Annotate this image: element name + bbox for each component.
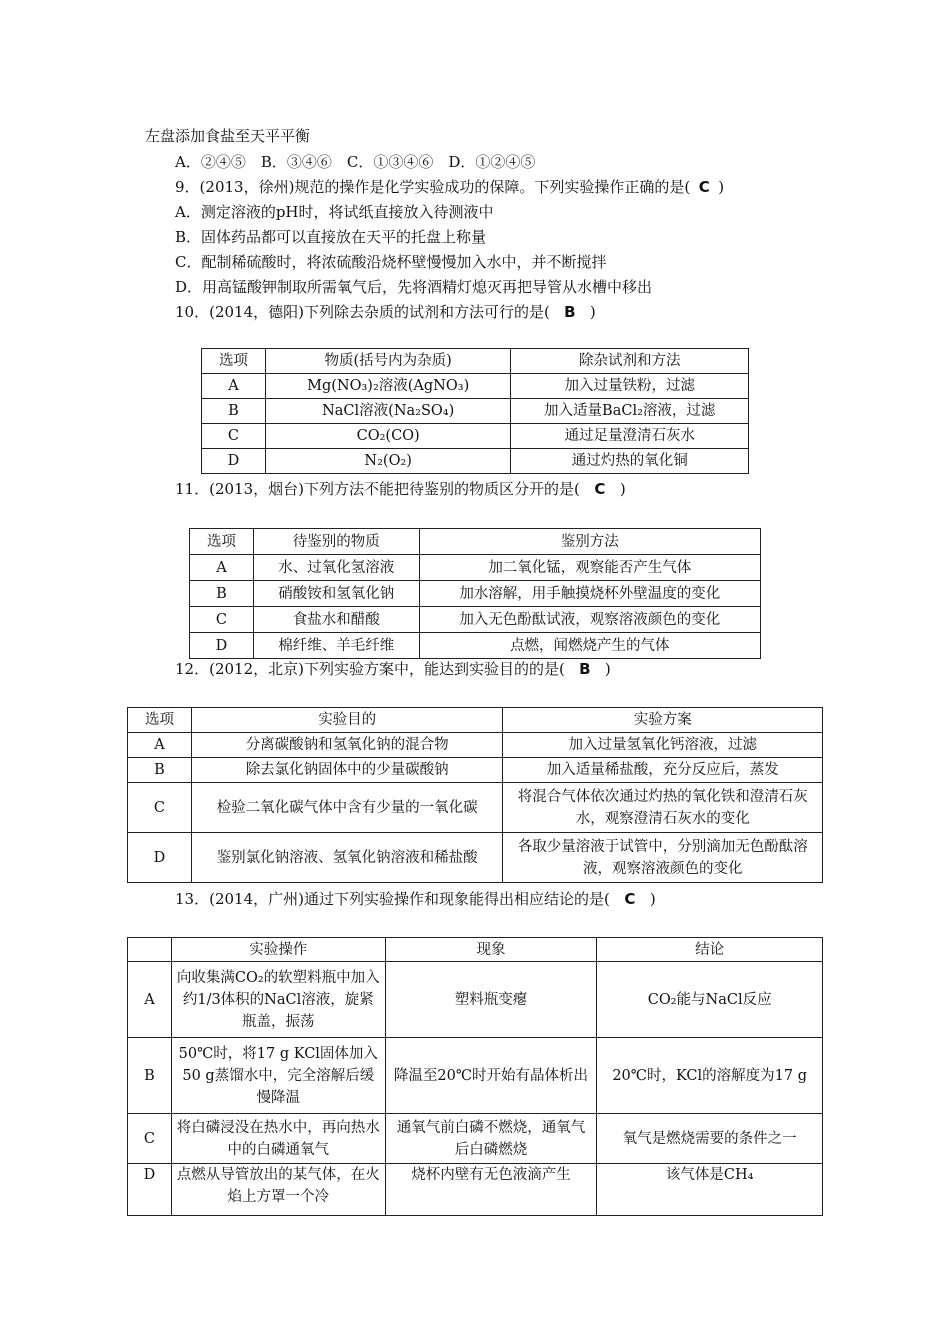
table-row (202, 399, 749, 424)
q12-header-plan: 实验方案 (503, 708, 823, 733)
q13-cell-option: D (128, 1164, 172, 1216)
q10-cell-option: C (202, 424, 266, 449)
q13-header-blank (128, 938, 172, 962)
q13-cell-option: C (128, 1114, 172, 1164)
q10-cell-method: 通过足量澄清石灰水 (511, 424, 749, 449)
q10-header-substance: 物质(括号内为杂质) (265, 349, 511, 374)
q13-cell-conclusion: 该气体是CH₄ (597, 1164, 823, 1216)
q11-cell-substance: 水、过氧化氢溶液 (253, 555, 419, 581)
q10-cell-option: A (202, 374, 266, 399)
q9-option-b: B．固体药品都可以直接放在天平的托盘上称量 (175, 228, 487, 246)
q12-cell-option: D (128, 833, 192, 883)
q11-cell-substance: 食盐水和醋酸 (253, 607, 419, 633)
table-row (190, 633, 761, 659)
intro-line: 左盘添加食盐至天平平衡 (145, 127, 311, 145)
table-row (190, 581, 761, 607)
q10-stem (175, 301, 596, 323)
q12-cell-plan: 加入适量稀盐酸，充分反应后，蒸发 (503, 758, 823, 783)
q10-cell-substance: Mg(NO₃)₂溶液(AgNO₃) (265, 374, 511, 399)
q10-answer: B (564, 303, 576, 321)
q11-cell-option: B (190, 581, 254, 607)
q11-cell-option: C (190, 607, 254, 633)
q13-cell-operation: 点燃从导管放出的某气体，在火焰上方罩一个冷 (171, 1164, 385, 1216)
q9-option-d: D．用高锰酸钾制取所需氧气后，先将酒精灯熄灭再把导管从水槽中移出 (175, 278, 653, 296)
q11-cell-method: 点燃，闻燃烧产生的气体 (419, 633, 760, 659)
table-row (128, 1114, 823, 1164)
q13-cell-phenomenon: 降温至20℃时开始有晶体析出 (385, 1038, 597, 1114)
q13-cell-operation: 向收集满CO₂的软塑料瓶中加入约1/3体积的NaCl溶液，旋紧瓶盖，振荡 (171, 962, 385, 1038)
q11-cell-option: D (190, 633, 254, 659)
q10-table (201, 348, 749, 474)
q10-header-method: 除杂试剂和方法 (511, 349, 749, 374)
q13-header-phenomenon: 现象 (385, 938, 597, 962)
q10-cell-substance: NaCl溶液(Na₂SO₄) (265, 399, 511, 424)
table-row (202, 449, 749, 474)
q11-header-method: 鉴别方法 (419, 529, 760, 555)
q13-stem-text: 13．(2014，广州)通过下列实验操作和现象能得出相应结论的是( (175, 890, 610, 908)
q9-stem (175, 176, 724, 198)
q11-cell-option: A (190, 555, 254, 581)
q13-cell-phenomenon: 烧杯内壁有无色液滴产生 (385, 1164, 597, 1216)
q13-cell-conclusion: 20℃时，KCl的溶解度为17 g (597, 1038, 823, 1114)
q13-stem (175, 888, 656, 910)
q11-stem (175, 478, 626, 500)
q12-header-option: 选项 (128, 708, 192, 733)
q12-stem (175, 658, 611, 680)
q12-answer: B (579, 660, 591, 678)
q13-stem-close: ) (649, 890, 656, 908)
q10-stem-text: 10．(2014，德阳)下列除去杂质的试剂和方法可行的是( (175, 303, 550, 321)
q13-header-operation: 实验操作 (171, 938, 385, 962)
q10-cell-method: 加入适量BaCl₂溶液，过滤 (511, 399, 749, 424)
q10-stem-close: ) (589, 303, 596, 321)
q10-cell-substance: N₂(O₂) (265, 449, 511, 474)
q9-option-a: A．测定溶液的pH时，将试纸直接放入待测液中 (175, 203, 494, 221)
q11-answer: C (594, 480, 606, 498)
q12-cell-goal: 除去氯化钠固体中的少量碳酸钠 (191, 758, 503, 783)
table-row (128, 962, 823, 1038)
q13-cell-operation: 将白磷浸没在热水中，再向热水中的白磷通氧气 (171, 1114, 385, 1164)
q11-cell-substance: 硝酸铵和氢氧化钠 (253, 581, 419, 607)
q13-cell-phenomenon: 通氧气前白磷不燃烧，通氧气后白磷燃烧 (385, 1114, 597, 1164)
q12-cell-goal: 分离碳酸钠和氢氧化钠的混合物 (191, 733, 503, 758)
q9-stem-text: 9．(2013，徐州)规范的操作是化学实验成功的保障。下列实验操作正确的是( (175, 178, 691, 196)
q12-header-goal: 实验目的 (191, 708, 503, 733)
q11-stem-close: ) (619, 480, 626, 498)
q13-cell-conclusion: CO₂能与NaCl反应 (597, 962, 823, 1038)
q10-cell-substance: CO₂(CO) (265, 424, 511, 449)
q11-header-option: 选项 (190, 529, 254, 555)
q13-cell-phenomenon: 塑料瓶变瘪 (385, 962, 597, 1038)
q9-answer: C (698, 178, 710, 196)
q11-cell-method: 加二氧化锰，观察能否产生气体 (419, 555, 760, 581)
q10-cell-option: D (202, 449, 266, 474)
q9-option-c: C．配制稀硫酸时，将浓硫酸沿烧杯壁慢慢加入水中，并不断搅拌 (175, 253, 607, 271)
q13-answer: C (624, 890, 636, 908)
q12-cell-plan: 加入过量氢氧化钙溶液，过滤 (503, 733, 823, 758)
q13-cell-conclusion: 氧气是燃烧需要的条件之一 (597, 1114, 823, 1164)
q10-header-option: 选项 (202, 349, 266, 374)
q12-cell-plan: 将混合气体依次通过灼热的氧化铁和澄清石灰水，观察澄清石灰水的变化 (503, 783, 823, 833)
q12-cell-goal: 鉴别氯化钠溶液、氢氧化钠溶液和稀盐酸 (191, 833, 503, 883)
q12-cell-plan: 各取少量溶液于试管中，分别滴加无色酚酞溶液，观察溶液颜色的变化 (503, 833, 823, 883)
q9-stem-close: ) (718, 178, 725, 196)
q13-cell-option: A (128, 962, 172, 1038)
q13-table (127, 937, 823, 1216)
q11-table (189, 528, 761, 659)
q13-header-conclusion: 结论 (597, 938, 823, 962)
table-row (128, 758, 823, 783)
table-row (128, 833, 823, 883)
q12-stem-text: 12．(2012，北京)下列实验方案中，能达到实验目的的是( (175, 660, 565, 678)
q12-cell-option: A (128, 733, 192, 758)
q12-table (127, 707, 823, 883)
q13-cell-operation: 50℃时，将17 g KCl固体加入50 g蒸馏水中，完全溶解后缓慢降温 (171, 1038, 385, 1114)
q11-cell-method: 加入无色酚酞试液，观察溶液颜色的变化 (419, 607, 760, 633)
table-row (202, 374, 749, 399)
q10-cell-method: 加入过量铁粉，过滤 (511, 374, 749, 399)
table-row (128, 1164, 823, 1216)
q12-cell-option: C (128, 783, 192, 833)
table-row (128, 733, 823, 758)
q8-options: A．②④⑤ B．③④⑥ C．①③④⑥ D．①②④⑤ (175, 153, 536, 171)
q11-header-substance: 待鉴别的物质 (253, 529, 419, 555)
q13-cell-option: B (128, 1038, 172, 1114)
q11-stem-text: 11．(2013，烟台)下列方法不能把待鉴别的物质区分开的是( (175, 480, 580, 498)
table-row (128, 783, 823, 833)
q12-stem-close: ) (604, 660, 611, 678)
q10-cell-method: 通过灼热的氧化铜 (511, 449, 749, 474)
q11-cell-substance: 棉纤维、羊毛纤维 (253, 633, 419, 659)
q11-cell-method: 加水溶解，用手触摸烧杯外壁温度的变化 (419, 581, 760, 607)
q10-cell-option: B (202, 399, 266, 424)
table-row (202, 424, 749, 449)
table-row (190, 555, 761, 581)
q12-cell-goal: 检验二氧化碳气体中含有少量的一氧化碳 (191, 783, 503, 833)
q12-cell-option: B (128, 758, 192, 783)
table-row (128, 1038, 823, 1114)
table-row (190, 607, 761, 633)
